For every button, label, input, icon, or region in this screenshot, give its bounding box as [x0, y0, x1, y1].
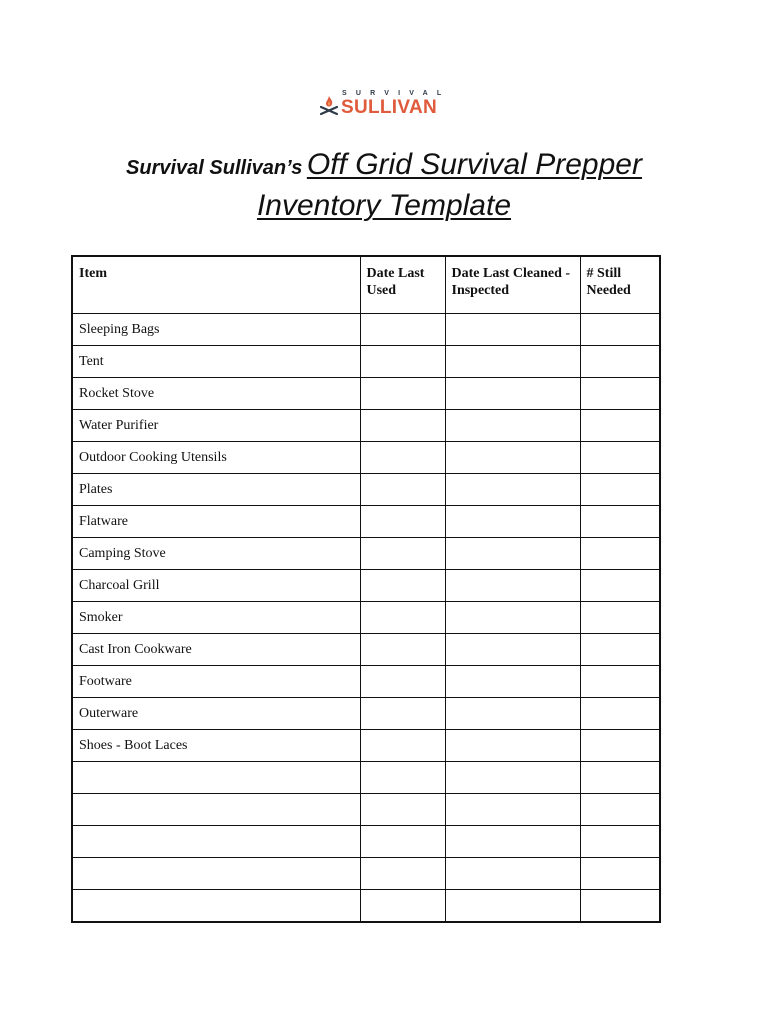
date-last-used-cell	[360, 538, 445, 570]
date-last-used-cell	[360, 858, 445, 890]
still-needed-cell	[580, 826, 660, 858]
table-row	[72, 890, 660, 923]
header-date-last-cleaned: Date Last Cleaned - Inspected	[445, 256, 580, 314]
date-last-used-cell	[360, 410, 445, 442]
table-row	[72, 762, 660, 794]
title-main-line1: Off Grid Survival Prepper	[306, 148, 642, 181]
inventory-table-body	[72, 314, 660, 923]
date-last-used-cell	[360, 794, 445, 826]
table-row	[72, 538, 660, 570]
still-needed-cell	[580, 730, 660, 762]
date-last-used-cell	[360, 474, 445, 506]
table-row	[72, 826, 660, 858]
item-cell: Sleeping Bags	[72, 314, 360, 346]
item-cell: Shoes - Boot Laces	[72, 730, 360, 762]
title-prefix: Survival Sullivan’s	[126, 157, 303, 179]
date-last-used-cell	[360, 762, 445, 794]
item-cell: Cast Iron Cookware	[72, 634, 360, 666]
date-last-cleaned-cell	[445, 858, 580, 890]
item-cell: Plates	[72, 474, 360, 506]
table-row	[72, 314, 660, 346]
still-needed-cell	[580, 890, 660, 923]
date-last-used-cell	[360, 378, 445, 410]
still-needed-cell	[580, 762, 660, 794]
date-last-cleaned-cell	[445, 570, 580, 602]
item-cell: Smoker	[72, 602, 360, 634]
table-row	[72, 410, 660, 442]
still-needed-cell	[580, 442, 660, 474]
table-row	[72, 634, 660, 666]
survival-sullivan-logo	[318, 90, 458, 122]
date-last-cleaned-cell	[445, 634, 580, 666]
table-row	[72, 570, 660, 602]
date-last-used-cell	[360, 346, 445, 378]
still-needed-cell	[580, 570, 660, 602]
still-needed-cell	[580, 474, 660, 506]
date-last-cleaned-cell	[445, 698, 580, 730]
item-cell: Rocket Stove	[72, 378, 360, 410]
date-last-cleaned-cell	[445, 762, 580, 794]
table-row	[72, 442, 660, 474]
campfire-icon	[318, 94, 340, 116]
item-cell	[72, 890, 360, 923]
table-header-row	[72, 256, 660, 314]
table-row	[72, 858, 660, 890]
table-row	[72, 346, 660, 378]
date-last-used-cell	[360, 730, 445, 762]
still-needed-cell	[580, 698, 660, 730]
logo-main-text: SULLIVAN	[341, 97, 437, 118]
date-last-used-cell	[360, 506, 445, 538]
item-cell: Charcoal Grill	[72, 570, 360, 602]
date-last-used-cell	[360, 698, 445, 730]
date-last-used-cell	[360, 890, 445, 923]
still-needed-cell	[580, 314, 660, 346]
still-needed-cell	[580, 410, 660, 442]
still-needed-cell	[580, 794, 660, 826]
date-last-used-cell	[360, 634, 445, 666]
item-cell: Flatware	[72, 506, 360, 538]
title-main-line2: Inventory Template	[256, 189, 512, 222]
date-last-cleaned-cell	[445, 474, 580, 506]
table-row	[72, 602, 660, 634]
date-last-cleaned-cell	[445, 506, 580, 538]
date-last-cleaned-cell	[445, 666, 580, 698]
date-last-cleaned-cell	[445, 890, 580, 923]
table-row	[72, 506, 660, 538]
item-cell	[72, 858, 360, 890]
item-cell: Camping Stove	[72, 538, 360, 570]
header-date-last-used: Date Last Used	[360, 256, 445, 314]
still-needed-cell	[580, 378, 660, 410]
date-last-used-cell	[360, 442, 445, 474]
still-needed-cell	[580, 506, 660, 538]
still-needed-cell	[580, 666, 660, 698]
item-cell: Outdoor Cooking Utensils	[72, 442, 360, 474]
date-last-cleaned-cell	[445, 538, 580, 570]
logo-top-text: SURVIVAL	[342, 90, 451, 97]
still-needed-cell	[580, 538, 660, 570]
date-last-used-cell	[360, 314, 445, 346]
date-last-used-cell	[360, 826, 445, 858]
inventory-table	[71, 255, 661, 923]
still-needed-cell	[580, 634, 660, 666]
table-row	[72, 730, 660, 762]
date-last-cleaned-cell	[445, 730, 580, 762]
date-last-used-cell	[360, 666, 445, 698]
table-row	[72, 378, 660, 410]
date-last-cleaned-cell	[445, 602, 580, 634]
date-last-cleaned-cell	[445, 346, 580, 378]
item-cell	[72, 794, 360, 826]
date-last-cleaned-cell	[445, 410, 580, 442]
table-row	[72, 666, 660, 698]
item-cell	[72, 762, 360, 794]
date-last-cleaned-cell	[445, 314, 580, 346]
table-row	[72, 474, 660, 506]
item-cell	[72, 826, 360, 858]
table-row	[72, 698, 660, 730]
date-last-used-cell	[360, 570, 445, 602]
date-last-cleaned-cell	[445, 826, 580, 858]
table-row	[72, 794, 660, 826]
date-last-cleaned-cell	[445, 794, 580, 826]
date-last-cleaned-cell	[445, 378, 580, 410]
item-cell: Outerware	[72, 698, 360, 730]
still-needed-cell	[580, 346, 660, 378]
header-item: Item	[72, 256, 360, 314]
still-needed-cell	[580, 602, 660, 634]
page-title	[0, 146, 768, 228]
item-cell: Water Purifier	[72, 410, 360, 442]
date-last-cleaned-cell	[445, 442, 580, 474]
still-needed-cell	[580, 858, 660, 890]
header-still-needed: # Still Needed	[580, 256, 660, 314]
item-cell: Footware	[72, 666, 360, 698]
item-cell: Tent	[72, 346, 360, 378]
date-last-used-cell	[360, 602, 445, 634]
